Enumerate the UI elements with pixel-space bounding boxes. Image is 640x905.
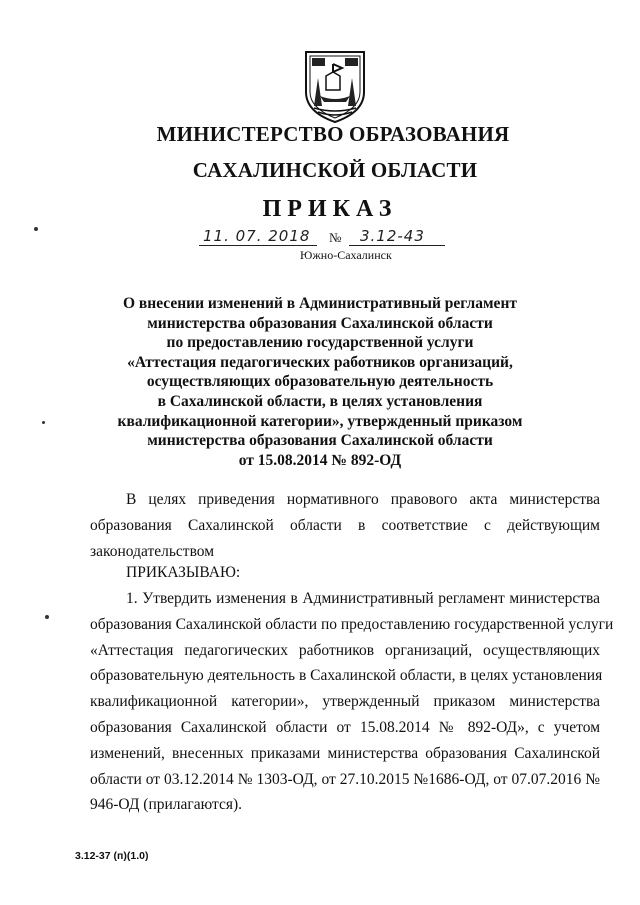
subject-line: в Сахалинской области, в целях установления bbox=[157, 392, 483, 410]
item-1-paragraph bbox=[90, 586, 614, 818]
subject-line: министерства образования Сахалинской области bbox=[147, 314, 493, 332]
item-line: образовательную деятельность в Сахалинской области, в целях установления bbox=[90, 667, 603, 685]
item-line: 1. Утвердить изменения в Административный регламент министерства bbox=[126, 590, 600, 607]
document-date: 11. 07. 2018 bbox=[203, 227, 311, 245]
ministry-title-line1: МИНИСТЕРСТВО ОБРАЗОВАНИЯ bbox=[156, 122, 510, 146]
preamble-line: В целях приведения нормативного правового акта министерства bbox=[126, 491, 600, 508]
footer-form-code: 3.12-37 (п)(1.0) bbox=[75, 850, 149, 862]
ministry-title-line2: САХАЛИНСКОЙ ОБЛАСТИ bbox=[192, 158, 478, 182]
scan-speck bbox=[45, 615, 49, 619]
number-underline bbox=[349, 245, 445, 246]
subject-line: от 15.08.2014 № 892-ОД bbox=[238, 451, 402, 469]
document-number: 3.12-43 bbox=[360, 227, 425, 245]
document-subject bbox=[0, 294, 640, 470]
item-line: области от 03.12.2014 № 1303-ОД, от 27.10.2015 №1686-ОД, от 07.07.2016 № bbox=[90, 770, 600, 788]
date-underline bbox=[199, 245, 317, 246]
item-line: 946-ОД (прилагаются). bbox=[90, 796, 243, 814]
scan-speck bbox=[34, 227, 38, 231]
preamble-line: образования Сахалинской области в соответствие с действующим bbox=[90, 517, 600, 534]
item-line: квалификационной категории», утвержденный приказом министерства bbox=[90, 693, 600, 711]
scan-speck bbox=[42, 421, 45, 424]
document-city: Южно-Сахалинск bbox=[300, 248, 392, 262]
subject-line: «Аттестация педагогических работников организаций, bbox=[127, 353, 513, 371]
subject-line: квалификационной категории», утвержденный приказом bbox=[117, 412, 523, 430]
item-line: «Аттестация педагогических работников организаций, осуществляющих bbox=[90, 641, 600, 659]
date-number-line bbox=[199, 227, 445, 247]
number-sign: № bbox=[329, 230, 342, 245]
document-type-title: ПРИКАЗ bbox=[262, 196, 398, 222]
item-line: изменений, внесенных приказами министерства образования Сахалинской bbox=[90, 744, 600, 762]
item-line: образования Сахалинской области от 15.08.2014 № 892-ОД», с учетом bbox=[90, 718, 600, 736]
order-directive: ПРИКАЗЫВАЮ: bbox=[126, 564, 241, 581]
preamble-line: законодательством bbox=[90, 543, 215, 560]
subject-line: по предоставлению государственной услуги bbox=[166, 334, 474, 352]
sakhalin-coat-of-arms-icon bbox=[300, 48, 370, 124]
subject-line: министерства образования Сахалинской области bbox=[147, 432, 493, 450]
subject-line: О внесении изменений в Административный регламент bbox=[123, 295, 517, 312]
item-line: образования Сахалинской области по предоставлению государственной услуги bbox=[90, 615, 614, 633]
preamble-paragraph bbox=[90, 487, 600, 565]
subject-line: осуществляющих образовательную деятельность bbox=[146, 373, 494, 391]
